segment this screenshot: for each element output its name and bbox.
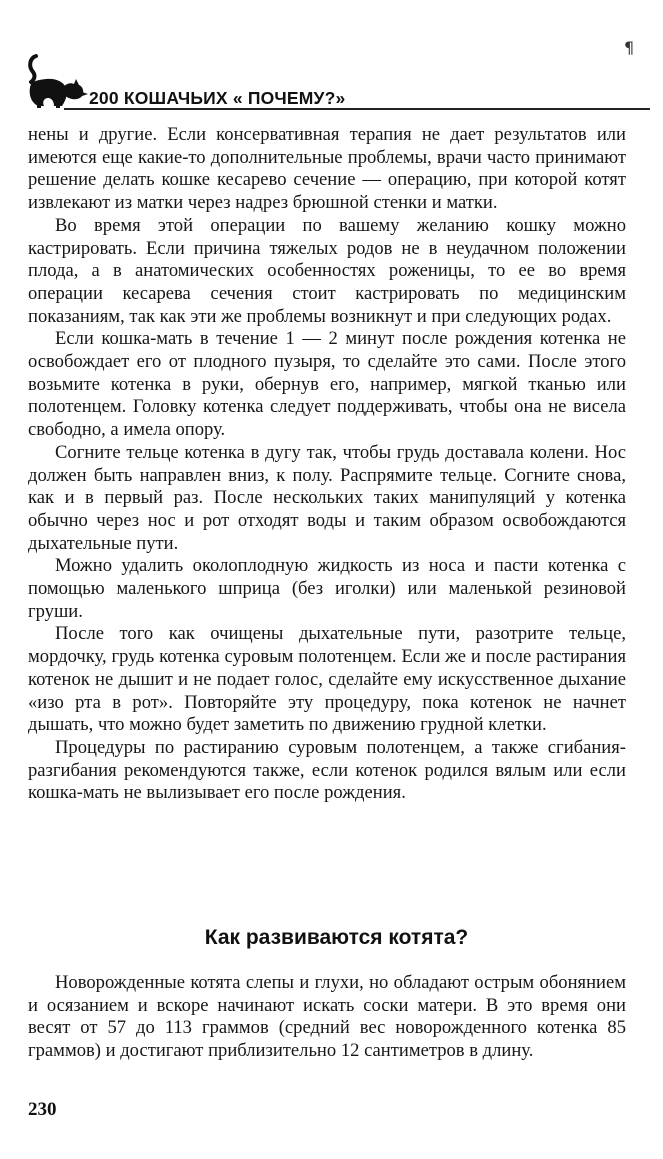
paragraph: нены и другие. Если консервативная терапия не дает результатов или имеются еще какие-то дополнительные проблемы, врачи часто принимают решение делать кошке кесарево сечение — операцию, при которой котят извлекают из матки через надрез брюшной стенки и матки. (28, 124, 626, 214)
cat-silhouette-icon (22, 50, 92, 110)
paragraph: Если кошка-мать в течение 1 — 2 минут после рождения котенка не освобождает его от плодного пузыря, то сделайте это сами. После этого возьмите котенка в руки, обернув его, например, мягкой тканью или полотенцем. Головку котенка следует поддерживать, чтобы она не висела свободно, а имела опору. (28, 328, 626, 441)
paragraph: Во время этой операции по вашему желанию кошку можно кастрировать. Если причина тяжелых родов не в неудачном положении плода, а в анатомических особенностях роженицы, то ее во время операции кесарева сечения стоит кастрировать по медицинским показаниям, так как эти же проблемы возникнут и при следующих родах. (28, 214, 626, 327)
page-number: 230 (28, 1099, 57, 1120)
section-text (28, 972, 626, 1063)
margin-mark: ¶ (624, 38, 635, 57)
paragraph: Процедуры по растиранию суровым полотенцем, а также сгибания-разгибания рекомендуются также, если котенок родился вялым или если кошка-мать не вылизывает его после рождения. (28, 736, 626, 804)
paragraph: Согните тельце котенка в дугу так, чтобы грудь доставала колени. Нос должен быть направлен вниз, к полу. Распрямите тельце. Согните снова, как и в первый раз. После нескольких таких манипуляций у котенка обычно через нос и рот отходят воды и таким образом освобождаются дыхательные пути. (28, 441, 626, 554)
header-rule (64, 108, 650, 110)
section-heading: Как развиваются котята? (204, 926, 469, 949)
paragraph: Можно удалить околоплодную жидкость из носа и пасти котенка с помощью маленького шприца (без иголки) или маленькой резиновой груши. (28, 555, 626, 622)
running-header (22, 50, 632, 112)
body-text (28, 124, 626, 805)
paragraph: После того как очищены дыхательные пути, разотрите тельце, мордочку, грудь котенка суровым полотенцем. Если же и после растирания котенок не дышит и не подает голос, сделайте ему искусственное дыхание «изо рта в рот». Повторяйте эту процедуру, пока котенок не начнет дышать, что можно будет заметить по движению грудной клетки. (28, 623, 626, 736)
header-title: 200 КОШАЧЬИХ « ПОЧЕМУ?» (89, 88, 346, 108)
paragraph: Новорожденные котята слепы и глухи, но обладают острым обонянием и осязанием и вскоре начинают искать соски матери. В это время они весят от 57 до 113 граммов (средний вес новорожденного котенка 85 граммов) и достигают приблизительно 12 сантиметров в длину. (28, 972, 626, 1062)
